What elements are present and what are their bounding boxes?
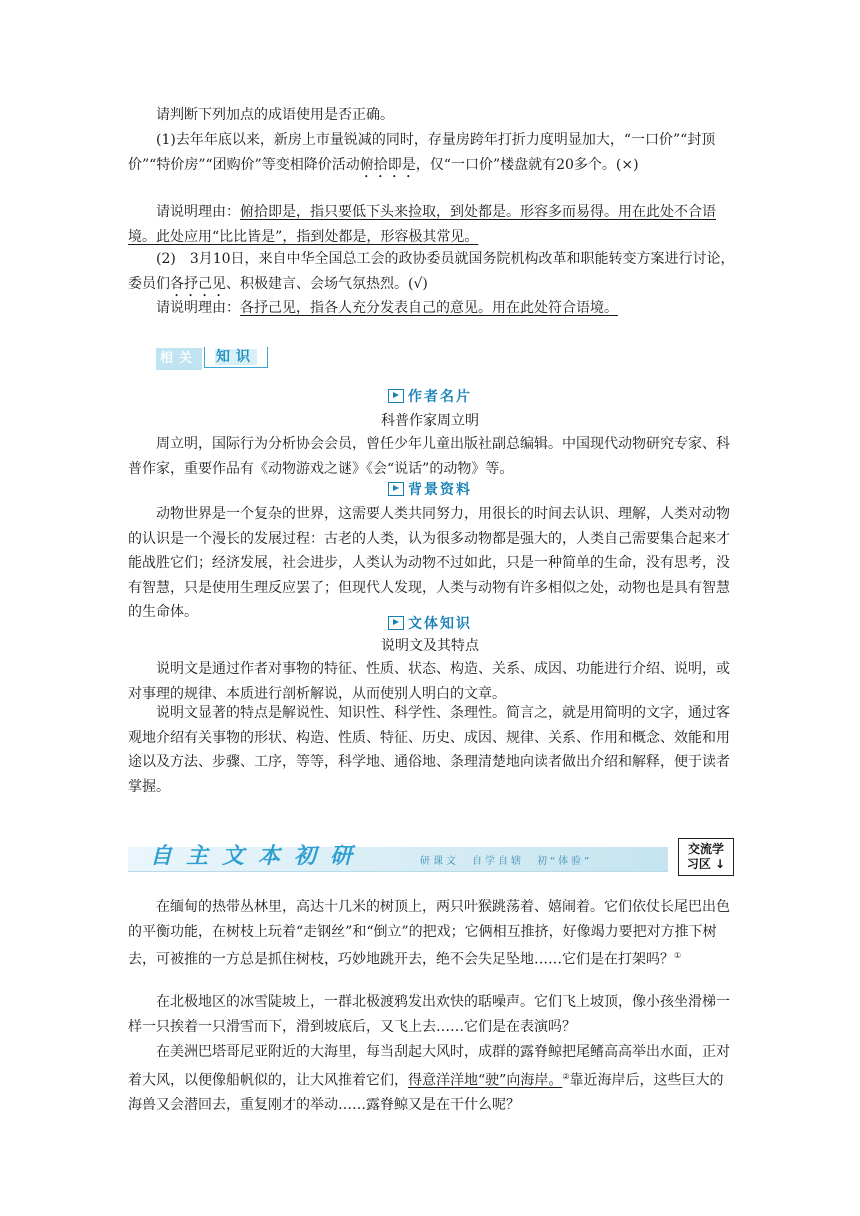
play-icon [388,616,404,630]
section-banner [128,843,668,872]
text-para-3: 在美洲巴塔哥尼亚附近的大海里，每当刮起大风时，成群的露脊鲸把尾鳍高高举出水面，正对着大风，以便像船帆似的，让大风推着它们，得意洋洋地“驶”向海岸。②靠近海岸后，这些巨大的海兽又会潜回去，重复刚才的举动……露脊鲸又是在干什么呢？ [128,1044,730,1113]
exchange-label-1: 交流学 [687,842,724,856]
underlined-phrase: 得意洋洋地“驶”向海岸。 [408,1072,563,1089]
author-text: 周立明，国际行为分析协会会员，曾任少年儿童出版社副总编辑。中国现代动物研究专家、科普作家，重要作品有《动物游戏之谜》《会“说话”的动物》等。 [128,436,730,477]
question-1-reason [128,200,736,249]
question-2-idiom: 各抒己见 [170,275,226,292]
genre-para-2: 说明文显著的特点是解说性、知识性、科学性、条理性。简言之，就是用简明的文字，通过客观地介绍有关事物的形状、构造、性质、特征、历史、成因、规律、关系、作用和概念、效能和用途以及方法、步骤、工序，等等，科学地、通俗地、条理清楚地向读者做出介绍和解释，便于读者掌握。 [128,705,730,795]
footnote-mark: ② [562,1071,570,1081]
author-heading: 作者名片 [0,386,860,406]
author-title: 科普作家周立明 [381,413,479,429]
genre-heading: 文体知识 [0,613,860,633]
reason-label: 请说明理由： [156,300,240,316]
question-2-post: 、积极建言、会场气氛热烈。(√) [226,275,428,292]
question-intro: 请判断下列加点的成语使用是否正确。 [156,107,394,123]
reason-text: 各抒己见，指各人充分发表自己的意见。用在此处符合语境。 [240,300,618,316]
question-2-pre: (2) 3月10日，来自中华全国总工会的政协委员就国务院机构改革和职能转变方案进行讨论，委员们 [128,251,735,292]
play-icon [388,482,404,496]
reason-text: 俯拾即是，指只要低下头来捡取，到处都是。形容多而易得。用在此处不合语境。此处应用“比比皆是”，指到处都是，形容极其常见。 [128,204,716,245]
text-para-2: 在北极地区的冰雪陡坡上，一群北极渡鸦发出欢快的聒噪声。它们飞上坡顶，像小孩坐滑梯一样一只挨着一只滑雪而下，滑到坡底后，又飞上去……它们是在表演吗？ [128,994,730,1035]
knowledge-label: 知识 [204,347,268,368]
related-label: 相关 [156,348,202,370]
question-1-pre: (1)去年年底以来，新房上市量锐减的同时，存量房跨年打折力度明显加大，“一口价”“封顶价”“特价房”“团购价”等变相降价活动 [128,132,716,173]
play-icon [388,389,404,403]
exchange-area-button[interactable] [678,838,734,876]
background-heading: 背景资料 [0,479,860,499]
question-1-post: ，仅“一口价”楼盘就有20多个。(×) [415,156,639,173]
question-2 [128,247,736,300]
genre-title: 说明文及其特点 [381,638,479,654]
genre-para-1: 说明文是通过作者对事物的特征、性质、状态、构造、关系、成因、功能进行介绍、说明，或对事理的规律、本质进行剖析解说，从而使别人明白的文章。 [128,661,730,702]
question-1-idiom: 俯拾即是 [359,156,416,173]
background-text: 动物世界是一个复杂的世界，这需要人类共同努力，用很长的时间去认识、理解，人类对动物的认识是一个漫长的发展过程：古老的人类，认为很多动物都是强大的，人类自己需要集合起来才能战胜它们；经济发展，社会进步，人类认为动物不过如此，只是一种简单的生命，没有思考，没有智慧，只是使用生理反应罢了；但现代人发现，人类与动物有许多相似之处，动物也是具有智慧的生命体。 [128,506,730,620]
reason-label: 请说明理由： [156,204,240,220]
footnote-mark: ① [674,951,682,960]
banner-title: 自主文本初研 [150,843,367,869]
exchange-label-2: 习区 ↓ [686,857,726,871]
related-knowledge-header [156,347,274,372]
question-2-reason [128,296,736,321]
banner-subtitle: 研课文 自学自辖 初“体验” [420,856,593,867]
text-para-1: 在缅甸的热带丛林里，高达十几米的树顶上，两只叶猴跳荡着、嬉闹着。它们依仗长尾巴出色的平衡功能，在树枝上玩着“走钢丝”和“倒立”的把戏；它俩相互推挤，好像竭力要把对方推下树去，可被推的一方总是抓住树枝，巧妙地跳开去，绝不会失足坠地……它们是在打架吗？① [128,899,730,968]
question-1 [128,128,736,181]
